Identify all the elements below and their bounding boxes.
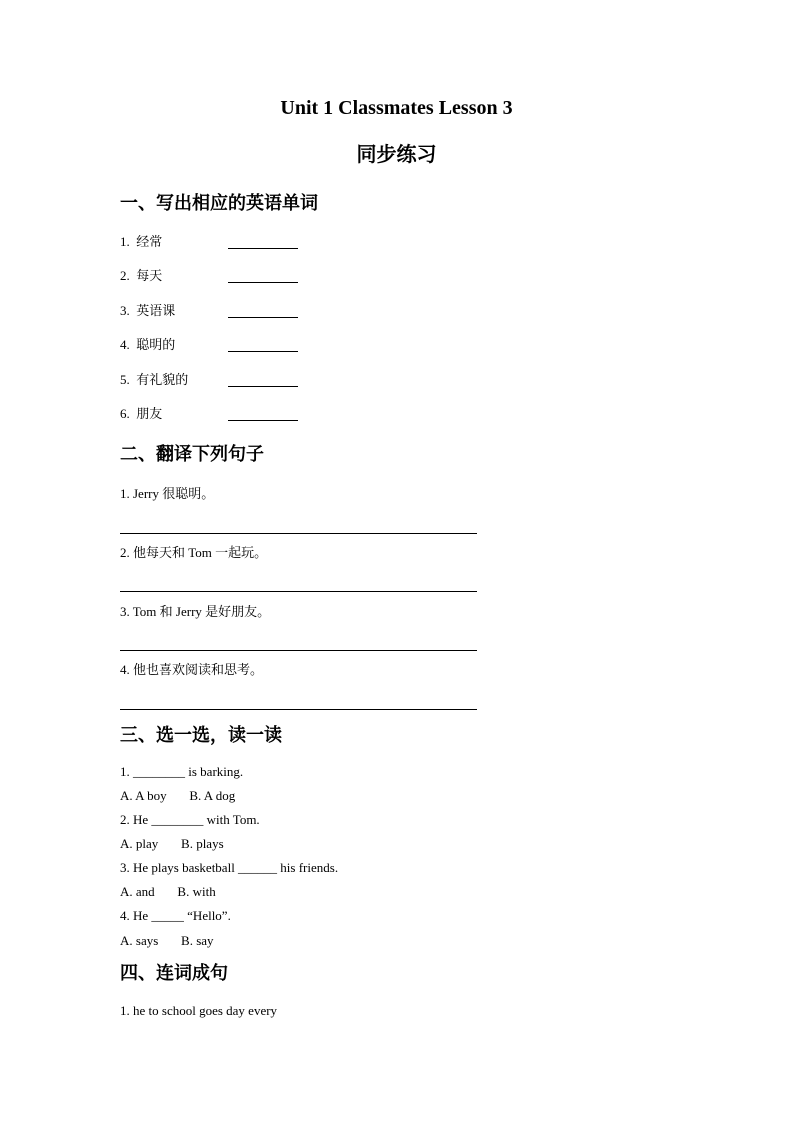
vocab-answer-blank[interactable]: [228, 248, 298, 249]
vocab-answer-blank[interactable]: [228, 282, 298, 283]
vocab-item: 5. 有礼貌的: [120, 372, 189, 387]
vocab-answer-blank[interactable]: [228, 420, 298, 421]
translate-item: 2. 他每天和 Tom 一起玩。: [120, 545, 268, 560]
vocab-item: 1. 经常: [120, 234, 163, 249]
choice-options: A. and B. with: [120, 884, 216, 899]
section-4-heading: 四、连词成句: [120, 963, 228, 984]
choice-options: A. play B. plays: [120, 836, 224, 851]
section-1-heading: 一、写出相应的英语单词: [120, 193, 318, 214]
vocab-item: 2. 每天: [120, 268, 163, 283]
translate-item: 1. Jerry 很聪明。: [120, 486, 215, 501]
vocab-answer-blank[interactable]: [228, 351, 298, 352]
translation-answer-line[interactable]: [120, 533, 477, 534]
vocab-item: 4. 聪明的: [120, 337, 176, 352]
section-2-heading: 二、翻译下列句子: [120, 444, 264, 465]
vocab-answer-blank[interactable]: [228, 386, 298, 387]
translate-item: 4. 他也喜欢阅读和思考。: [120, 662, 264, 677]
vocab-item: 3. 英语课: [120, 303, 176, 318]
translation-answer-line[interactable]: [120, 591, 477, 592]
translation-answer-line[interactable]: [120, 709, 477, 710]
reorder-item: 1. he to school goes day every: [120, 1003, 278, 1018]
section-3-heading: 三、选一选，读一读: [120, 725, 282, 746]
choice-question: 3. He plays basketball ______ his friends.: [120, 860, 339, 875]
choice-question: 1. ________ is barking.: [120, 764, 244, 779]
vocab-item: 6. 朋友: [120, 406, 163, 421]
vocab-answer-blank[interactable]: [228, 317, 298, 318]
choice-options: A. says B. say: [120, 933, 214, 948]
choice-question: 2. He ________ with Tom.: [120, 812, 260, 827]
page-subtitle: 同步练习: [356, 142, 437, 166]
choice-question: 4. He _____ “Hello”.: [120, 908, 231, 923]
page-title: Unit 1 Classmates Lesson 3: [280, 97, 513, 119]
translation-answer-line[interactable]: [120, 650, 477, 651]
translate-item: 3. Tom 和 Jerry 是好朋友。: [120, 604, 271, 619]
choice-options: A. A boy B. A dog: [120, 788, 236, 803]
